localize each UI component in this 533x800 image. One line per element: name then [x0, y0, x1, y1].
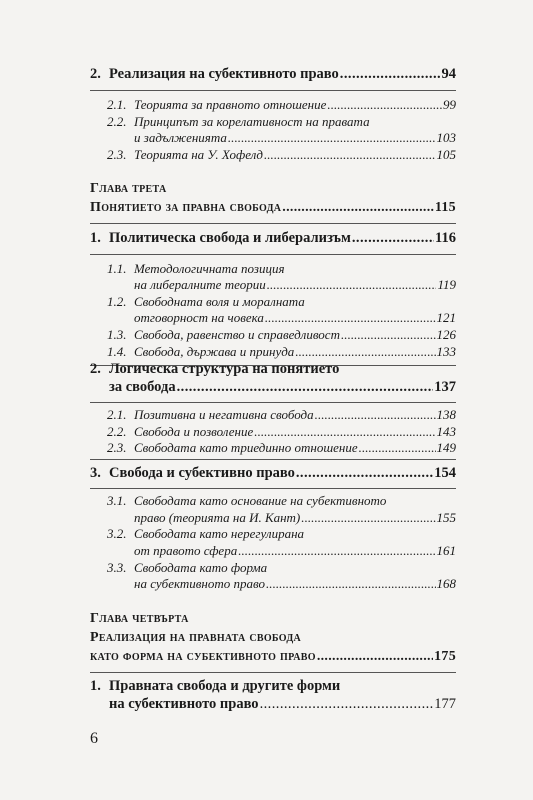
entry-divider: [90, 254, 456, 255]
entry-divider: [90, 672, 456, 673]
entry-page: 143: [436, 424, 456, 439]
entry-title: Политическа свобода и либерализъм: [109, 230, 351, 246]
entry-title: Свободата като форма: [134, 560, 268, 575]
entry-title: Методологичната позиция: [134, 261, 285, 276]
chapter-4-title-line2: [90, 649, 456, 665]
entry-title-continued: на субективното право: [134, 576, 265, 591]
entry-title: Свобода, държава и принуда: [134, 344, 295, 359]
entry-title: Теорията за правното отношение: [134, 97, 327, 112]
toc-entry-3-2: [90, 361, 456, 378]
dot-leader: [228, 130, 436, 146]
toc-entry-3-1-4: [107, 344, 456, 360]
entry-page: 99: [443, 97, 456, 112]
dot-leader: [266, 576, 436, 592]
entry-page: 126: [436, 327, 456, 342]
entry-number: 1.3.: [107, 327, 127, 342]
toc-entry-3-3-1: [107, 493, 456, 509]
entry-number: 2.: [90, 66, 101, 82]
entry-title: Реализация на субективното право: [109, 66, 339, 82]
toc-entry-4-1-cont: [90, 696, 456, 713]
entry-page: 105: [436, 147, 456, 162]
entry-title: Логическа структура на понятието: [109, 361, 340, 377]
dot-leader: [296, 465, 433, 482]
entry-title-continued: отговорност на човека: [134, 310, 264, 325]
entry-number: 2.: [90, 361, 101, 377]
dot-leader: [327, 97, 442, 113]
entry-title-continued: за свобода: [109, 379, 176, 395]
toc-entry-3-1-2: [107, 294, 456, 310]
entry-number: 2.1.: [107, 407, 127, 422]
entry-title: Теорията на У. Хофелд: [134, 147, 263, 162]
toc-entry-2-2-cont: [107, 130, 456, 146]
entry-page: 116: [435, 230, 456, 246]
chapter-3-title: [90, 200, 456, 216]
entry-page: 133: [436, 344, 456, 359]
entry-number: 1.: [90, 678, 101, 694]
entry-divider: [90, 488, 456, 489]
entry-page: 168: [436, 576, 456, 591]
entry-divider: [90, 402, 456, 403]
dot-leader: [352, 230, 434, 247]
entry-number: 1.4.: [107, 344, 127, 359]
dot-leader: [317, 649, 433, 665]
dot-leader: [177, 379, 434, 396]
toc-entry-3-3-2-cont: [107, 543, 456, 559]
dot-leader: [238, 543, 435, 559]
dot-leader: [282, 200, 434, 216]
entry-title: Свободата като основание на субективното: [134, 493, 387, 508]
entry-title-continued: на субективното право: [109, 696, 259, 712]
entry-page: 121: [436, 310, 456, 325]
toc-entry-3-2-1: [107, 407, 456, 423]
entry-number: 1.2.: [107, 294, 127, 309]
entry-page: 155: [436, 510, 456, 525]
dot-leader: [267, 277, 437, 293]
entry-page: 103: [436, 130, 456, 145]
toc-entry-3-3-3-cont: [107, 576, 456, 592]
entry-title: Свобода, равенство и справедливост: [134, 327, 340, 342]
entry-title: Свобода и субективно право: [109, 465, 295, 481]
toc-entry-3-1-1: [107, 261, 456, 277]
toc-entry-3-1-1-cont: [107, 277, 456, 293]
chapter-4-title-line1: Реализация на правната свобода: [90, 630, 302, 645]
entry-number: 2.2.: [107, 424, 127, 439]
dot-leader: [359, 440, 436, 456]
toc-entry-3-2-3: [107, 440, 456, 456]
entry-page: 94: [441, 66, 456, 82]
dot-leader: [254, 424, 435, 440]
entry-divider: [90, 459, 456, 460]
toc-entry-3-2-2: [107, 424, 456, 440]
entry-title: Свободата като нерегулирана: [134, 526, 305, 541]
entry-divider: [90, 223, 456, 224]
toc-entry-2-3: [107, 147, 456, 163]
entry-title: Свободата като триединно отношение: [134, 440, 358, 455]
dot-leader: [295, 344, 435, 360]
entry-title: Свобода и позволение: [134, 424, 254, 439]
entry-title: Принципът за корелативност на правата: [134, 114, 370, 129]
entry-title: Позитивна и негативна свобода: [134, 407, 314, 422]
toc-entry-4-1: [90, 678, 456, 695]
chapter-title: като форма на субективното право: [90, 649, 316, 664]
dot-leader: [301, 510, 435, 526]
entry-page: 149: [436, 440, 456, 455]
entry-page: 161: [436, 543, 456, 558]
entry-number: 2.3.: [107, 440, 127, 455]
entry-number: 3.2.: [107, 526, 127, 541]
entry-number: 3.3.: [107, 560, 127, 575]
toc-entry-3-3-3: [107, 560, 456, 576]
toc-entry-3-1: [90, 230, 456, 247]
dot-leader: [264, 147, 436, 163]
toc-entry-2-1: [107, 97, 456, 113]
chapter-title: Понятието за правна свобода: [90, 200, 282, 215]
page-number: 6: [90, 730, 98, 747]
dot-leader: [315, 407, 436, 423]
entry-number: 2.2.: [107, 114, 127, 129]
toc-entry-3-1-3: [107, 327, 456, 343]
toc-entry-2-2: [107, 114, 456, 130]
dot-leader: [341, 327, 436, 343]
entry-page: 115: [434, 200, 456, 215]
dot-leader: [340, 66, 441, 83]
toc-entry-3-1-2-cont: [107, 310, 456, 326]
entry-title-continued: и задълженията: [134, 130, 227, 145]
entry-number: 2.1.: [107, 97, 127, 112]
entry-title: Правната свобода и другите форми: [109, 678, 341, 694]
entry-number: 3.: [90, 465, 101, 481]
entry-title-continued: право (теорията на И. Кант): [134, 510, 301, 525]
toc-entry-3-2-cont: [90, 379, 456, 396]
dot-leader: [265, 310, 436, 326]
chapter-3-heading: Глава трета: [90, 181, 167, 196]
entry-page: 154: [434, 465, 456, 481]
entry-number: 2.3.: [107, 147, 127, 162]
entry-page: 177: [434, 696, 456, 712]
entry-divider: [90, 90, 456, 91]
entry-page: 138: [436, 407, 456, 422]
entry-title-continued: от правото сфера: [134, 543, 238, 558]
entry-title: Свободната воля и моралната: [134, 294, 305, 309]
toc-entry-2-realization: [90, 66, 456, 83]
entry-page: 175: [434, 649, 456, 664]
toc-entry-3-3-1-cont: [107, 510, 456, 526]
chapter-4-heading: Глава четвърта: [90, 611, 189, 626]
entry-page: 137: [434, 379, 456, 395]
toc-entry-3-3-2: [107, 526, 456, 542]
entry-number: 3.1.: [107, 493, 127, 508]
entry-page: 119: [437, 277, 456, 292]
toc-entry-3-3: [90, 465, 456, 482]
entry-number: 1.: [90, 230, 101, 246]
entry-title-continued: на либералните теории: [134, 277, 266, 292]
entry-number: 1.1.: [107, 261, 127, 276]
dot-leader: [260, 696, 434, 713]
